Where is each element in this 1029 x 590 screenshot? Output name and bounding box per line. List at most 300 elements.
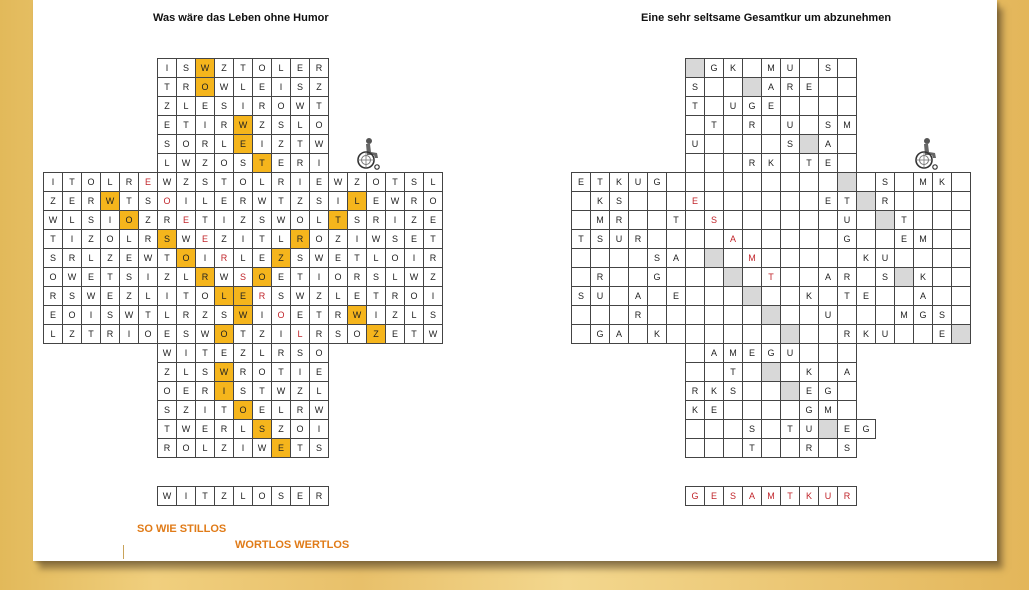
grid-cell: G — [818, 381, 838, 401]
grid-cell — [742, 134, 762, 154]
grid-cell: L — [43, 324, 63, 344]
grid-cell: S — [404, 172, 424, 192]
grid-cell: Z — [366, 324, 386, 344]
grid-cell: U — [875, 248, 895, 268]
grid-cell: G — [837, 229, 857, 249]
grid-cell: E — [366, 191, 386, 211]
grid-cell: Z — [157, 362, 177, 382]
grid-cell: E — [271, 153, 291, 173]
grid-cell — [723, 286, 743, 306]
grid-cell — [761, 210, 781, 230]
grid-cell: L — [195, 438, 215, 458]
grid-cell — [818, 419, 838, 439]
grid-cell: R — [742, 115, 762, 135]
grid-cell — [780, 400, 800, 420]
grid-cell — [723, 248, 743, 268]
grid-cell: E — [290, 305, 310, 325]
grid-cell — [685, 115, 705, 135]
grid-cell — [742, 362, 762, 382]
grid-cell: E — [894, 229, 914, 249]
grid-cell: T — [252, 153, 272, 173]
grid-cell: A — [913, 286, 933, 306]
grid-cell: T — [685, 96, 705, 116]
grid-cell — [685, 305, 705, 325]
grid-cell: R — [176, 305, 196, 325]
grid-cell: S — [704, 210, 724, 230]
grid-cell: E — [233, 134, 253, 154]
grid-cell: S — [81, 210, 101, 230]
grid-cell — [951, 210, 971, 230]
grid-cell — [780, 229, 800, 249]
grid-cell: T — [309, 96, 329, 116]
grid-cell: I — [195, 248, 215, 268]
grid-cell — [799, 267, 819, 287]
grid-cell: E — [818, 153, 838, 173]
grid-cell: T — [290, 438, 310, 458]
grid-cell: U — [799, 419, 819, 439]
grid-cell — [818, 77, 838, 97]
grid-cell — [742, 267, 762, 287]
grid-cell — [780, 362, 800, 382]
grid-cell: E — [271, 267, 291, 287]
grid-cell: U — [590, 286, 610, 306]
grid-cell — [742, 381, 762, 401]
grid-cell: S — [176, 58, 196, 78]
grid-cell: W — [290, 96, 310, 116]
grid-cell — [761, 438, 781, 458]
grid-cell: M — [894, 305, 914, 325]
grid-cell: L — [233, 77, 253, 97]
grid-cell: L — [176, 267, 196, 287]
answer-cell: E — [290, 486, 310, 506]
grid-cell: R — [799, 438, 819, 458]
grid-cell: S — [609, 191, 629, 211]
grid-cell — [932, 229, 952, 249]
grid-cell — [799, 172, 819, 192]
grid-cell — [875, 305, 895, 325]
grid-cell: S — [176, 324, 196, 344]
grid-cell: E — [309, 172, 329, 192]
grid-cell — [685, 438, 705, 458]
grid-cell: A — [818, 267, 838, 287]
grid-cell: I — [62, 229, 82, 249]
grid-cell — [666, 305, 686, 325]
grid-cell — [780, 286, 800, 306]
grid-cell: E — [328, 248, 348, 268]
grid-cell: R — [195, 381, 215, 401]
grid-cell: Z — [290, 381, 310, 401]
grid-cell: Z — [271, 419, 291, 439]
grid-cell: R — [233, 191, 253, 211]
grid-cell: T — [252, 381, 272, 401]
grid-cell: U — [818, 305, 838, 325]
grid-cell: E — [214, 191, 234, 211]
grid-cell: R — [62, 248, 82, 268]
grid-cell: Z — [176, 172, 196, 192]
grid-cell: S — [309, 438, 329, 458]
grid-cell: R — [309, 324, 329, 344]
grid-cell: R — [628, 305, 648, 325]
grid-cell: Z — [309, 286, 329, 306]
grid-cell — [704, 96, 724, 116]
grid-cell: Z — [157, 96, 177, 116]
grid-cell: I — [176, 343, 196, 363]
grid-cell — [894, 324, 914, 344]
grid-cell: W — [385, 191, 405, 211]
grid-cell: S — [214, 305, 234, 325]
grid-cell: T — [233, 58, 253, 78]
grid-cell: T — [723, 362, 743, 382]
grid-cell: O — [252, 267, 272, 287]
grid-cell — [799, 96, 819, 116]
grid-cell: R — [590, 267, 610, 287]
grid-cell — [818, 362, 838, 382]
grid-cell: L — [176, 362, 196, 382]
grid-cell: S — [233, 153, 253, 173]
grid-cell — [704, 305, 724, 325]
grid-cell: Z — [328, 229, 348, 249]
grid-cell — [704, 153, 724, 173]
grid-cell — [913, 191, 933, 211]
grid-cell: T — [100, 267, 120, 287]
grid-cell: W — [233, 305, 253, 325]
grid-cell: I — [195, 115, 215, 135]
grid-cell — [799, 324, 819, 344]
grid-cell: K — [799, 286, 819, 306]
grid-cell: E — [423, 210, 443, 230]
grid-cell: R — [366, 210, 386, 230]
answer-cell: W — [157, 486, 177, 506]
grid-cell: W — [309, 134, 329, 154]
grid-cell: O — [347, 324, 367, 344]
grid-cell — [685, 343, 705, 363]
grid-cell: T — [666, 210, 686, 230]
grid-cell: L — [290, 115, 310, 135]
grid-cell: I — [100, 210, 120, 230]
grid-cell: E — [252, 248, 272, 268]
grid-cell — [666, 172, 686, 192]
grid-cell: S — [685, 77, 705, 97]
grid-cell: O — [157, 381, 177, 401]
grid-cell: T — [43, 229, 63, 249]
grid-cell: L — [290, 324, 310, 344]
grid-cell: K — [590, 191, 610, 211]
grid-cell — [666, 191, 686, 211]
grid-cell — [951, 191, 971, 211]
grid-cell: A — [628, 286, 648, 306]
grid-cell: I — [328, 191, 348, 211]
grid-cell: E — [43, 305, 63, 325]
grid-cell: S — [119, 267, 139, 287]
grid-cell: S — [195, 362, 215, 382]
grid-cell: S — [742, 419, 762, 439]
grid-cell: Z — [100, 248, 120, 268]
grid-cell — [761, 400, 781, 420]
grid-cell: Z — [252, 115, 272, 135]
grid-cell — [685, 419, 705, 439]
solution-text-line-2: WORTLOS WERTLOS — [235, 539, 350, 551]
grid-cell: W — [62, 267, 82, 287]
grid-cell: E — [932, 324, 952, 344]
grid-cell — [761, 248, 781, 268]
puzzle-page — [33, 0, 997, 561]
grid-cell: S — [290, 248, 310, 268]
grid-cell: S — [423, 305, 443, 325]
grid-cell: S — [590, 229, 610, 249]
grid-cell: W — [119, 305, 139, 325]
grid-cell — [685, 286, 705, 306]
grid-cell: T — [837, 286, 857, 306]
grid-cell: L — [385, 267, 405, 287]
grid-cell: S — [271, 286, 291, 306]
grid-cell: T — [176, 286, 196, 306]
grid-cell — [704, 324, 724, 344]
grid-cell — [742, 210, 762, 230]
grid-cell: W — [157, 343, 177, 363]
grid-cell: L — [309, 210, 329, 230]
grid-cell — [723, 438, 743, 458]
grid-cell — [856, 305, 876, 325]
grid-cell: I — [157, 286, 177, 306]
grid-cell: W — [233, 115, 253, 135]
grid-cell: R — [309, 58, 329, 78]
grid-cell — [723, 191, 743, 211]
grid-cell: T — [742, 438, 762, 458]
grid-cell — [590, 305, 610, 325]
grid-cell: E — [271, 438, 291, 458]
grid-cell: I — [404, 248, 424, 268]
grid-cell — [571, 267, 591, 287]
grid-cell: L — [404, 305, 424, 325]
grid-cell: I — [290, 362, 310, 382]
grid-cell: O — [309, 115, 329, 135]
grid-cell: O — [423, 191, 443, 211]
grid-cell: S — [214, 96, 234, 116]
grid-cell: R — [742, 153, 762, 173]
grid-cell: O — [100, 229, 120, 249]
grid-cell — [799, 229, 819, 249]
grid-cell — [799, 191, 819, 211]
answer-cell: I — [176, 486, 196, 506]
grid-cell: L — [176, 96, 196, 116]
grid-cell: O — [328, 267, 348, 287]
grid-cell: T — [214, 172, 234, 192]
grid-cell — [685, 362, 705, 382]
grid-cell: O — [195, 77, 215, 97]
grid-cell: I — [309, 153, 329, 173]
grid-cell — [685, 210, 705, 230]
grid-cell — [685, 267, 705, 287]
grid-cell: Z — [195, 153, 215, 173]
grid-cell — [647, 210, 667, 230]
grid-cell — [932, 286, 952, 306]
grid-cell: U — [609, 229, 629, 249]
answer-cell: S — [271, 486, 291, 506]
grid-cell: K — [609, 172, 629, 192]
grid-cell: S — [43, 248, 63, 268]
answer-cell: M — [761, 486, 781, 506]
grid-cell: L — [309, 381, 329, 401]
grid-cell: S — [875, 172, 895, 192]
grid-cell: O — [271, 96, 291, 116]
grid-cell: Z — [309, 77, 329, 97]
grid-cell: L — [423, 172, 443, 192]
grid-cell: S — [309, 191, 329, 211]
grid-cell — [704, 419, 724, 439]
grid-cell — [932, 267, 952, 287]
grid-cell: O — [309, 343, 329, 363]
grid-cell: S — [347, 210, 367, 230]
grid-cell: R — [271, 172, 291, 192]
grid-cell: R — [271, 343, 291, 363]
grid-cell — [818, 210, 838, 230]
grid-cell — [742, 172, 762, 192]
grid-cell — [761, 229, 781, 249]
grid-cell — [761, 381, 781, 401]
grid-cell — [761, 191, 781, 211]
grid-cell: T — [233, 324, 253, 344]
answer-cell: E — [704, 486, 724, 506]
grid-cell: E — [571, 172, 591, 192]
grid-cell: T — [761, 267, 781, 287]
grid-cell: Z — [214, 229, 234, 249]
grid-cell: I — [366, 305, 386, 325]
grid-cell: Z — [233, 210, 253, 230]
grid-cell: E — [138, 172, 158, 192]
grid-cell — [723, 153, 743, 173]
grid-cell: E — [404, 229, 424, 249]
grid-cell: R — [214, 419, 234, 439]
grid-cell: W — [176, 229, 196, 249]
grid-cell: R — [233, 362, 253, 382]
grid-cell: R — [214, 115, 234, 135]
grid-cell: O — [309, 229, 329, 249]
grid-cell: E — [176, 381, 196, 401]
grid-cell: O — [214, 324, 234, 344]
grid-cell: E — [252, 400, 272, 420]
grid-cell — [761, 324, 781, 344]
grid-cell: U — [837, 210, 857, 230]
grid-cell: L — [271, 400, 291, 420]
grid-cell: W — [252, 438, 272, 458]
answer-cell: T — [780, 486, 800, 506]
wheelchair-icon — [910, 136, 940, 170]
grid-cell: E — [81, 267, 101, 287]
grid-cell — [723, 419, 743, 439]
grid-cell — [609, 286, 629, 306]
grid-cell — [723, 324, 743, 344]
grid-cell: Z — [290, 191, 310, 211]
grid-cell: L — [195, 191, 215, 211]
grid-cell — [913, 248, 933, 268]
grid-cell: R — [214, 248, 234, 268]
grid-cell — [742, 191, 762, 211]
grid-cell: G — [856, 419, 876, 439]
grid-cell — [837, 58, 857, 78]
grid-cell — [609, 248, 629, 268]
grid-cell: L — [271, 58, 291, 78]
grid-cell: K — [647, 324, 667, 344]
grid-cell: T — [290, 134, 310, 154]
grid-cell: W — [195, 58, 215, 78]
grid-cell: T — [347, 248, 367, 268]
left-puzzle-title: Was wäre das Leben ohne Humor — [153, 12, 329, 24]
grid-cell — [571, 191, 591, 211]
grid-cell: O — [138, 324, 158, 344]
grid-cell: L — [214, 286, 234, 306]
grid-cell: T — [423, 229, 443, 249]
grid-cell: K — [913, 267, 933, 287]
grid-cell: G — [647, 172, 667, 192]
grid-cell — [875, 210, 895, 230]
grid-cell: R — [290, 229, 310, 249]
grid-cell: W — [328, 172, 348, 192]
grid-cell: E — [157, 324, 177, 344]
grid-cell — [666, 267, 686, 287]
grid-cell: Z — [119, 286, 139, 306]
grid-cell: W — [347, 305, 367, 325]
grid-cell: A — [818, 134, 838, 154]
grid-cell — [780, 381, 800, 401]
grid-cell: I — [233, 438, 253, 458]
grid-cell: R — [837, 324, 857, 344]
grid-cell: I — [233, 96, 253, 116]
grid-cell — [780, 210, 800, 230]
grid-cell — [951, 286, 971, 306]
grid-cell: E — [195, 419, 215, 439]
grid-cell — [951, 267, 971, 287]
grid-cell — [894, 267, 914, 287]
grid-cell — [837, 134, 857, 154]
grid-cell: S — [233, 381, 253, 401]
grid-cell: U — [723, 96, 743, 116]
grid-cell: Z — [423, 267, 443, 287]
grid-cell — [723, 267, 743, 287]
grid-cell — [761, 419, 781, 439]
grid-cell: Z — [138, 210, 158, 230]
grid-cell: E — [233, 286, 253, 306]
grid-cell: K — [856, 324, 876, 344]
grid-cell — [913, 324, 933, 344]
grid-cell — [628, 191, 648, 211]
grid-cell: I — [271, 324, 291, 344]
grid-cell: O — [43, 267, 63, 287]
grid-cell: L — [233, 248, 253, 268]
grid-cell: T — [571, 229, 591, 249]
grid-cell: S — [252, 419, 272, 439]
grid-cell — [818, 343, 838, 363]
answer-cell: R — [309, 486, 329, 506]
answer-cell: G — [685, 486, 705, 506]
answer-cell: A — [742, 486, 762, 506]
grid-cell: Z — [252, 324, 272, 344]
grid-cell — [628, 324, 648, 344]
grid-cell — [837, 400, 857, 420]
grid-cell — [780, 172, 800, 192]
grid-cell: W — [214, 362, 234, 382]
grid-cell: T — [799, 153, 819, 173]
grid-cell: R — [157, 438, 177, 458]
grid-cell — [951, 248, 971, 268]
grid-cell: W — [309, 400, 329, 420]
grid-cell: U — [628, 172, 648, 192]
grid-cell: I — [138, 267, 158, 287]
grid-cell: G — [704, 58, 724, 78]
grid-cell: R — [780, 77, 800, 97]
grid-cell: I — [176, 191, 196, 211]
grid-cell: E — [385, 324, 405, 344]
grid-cell: T — [271, 362, 291, 382]
